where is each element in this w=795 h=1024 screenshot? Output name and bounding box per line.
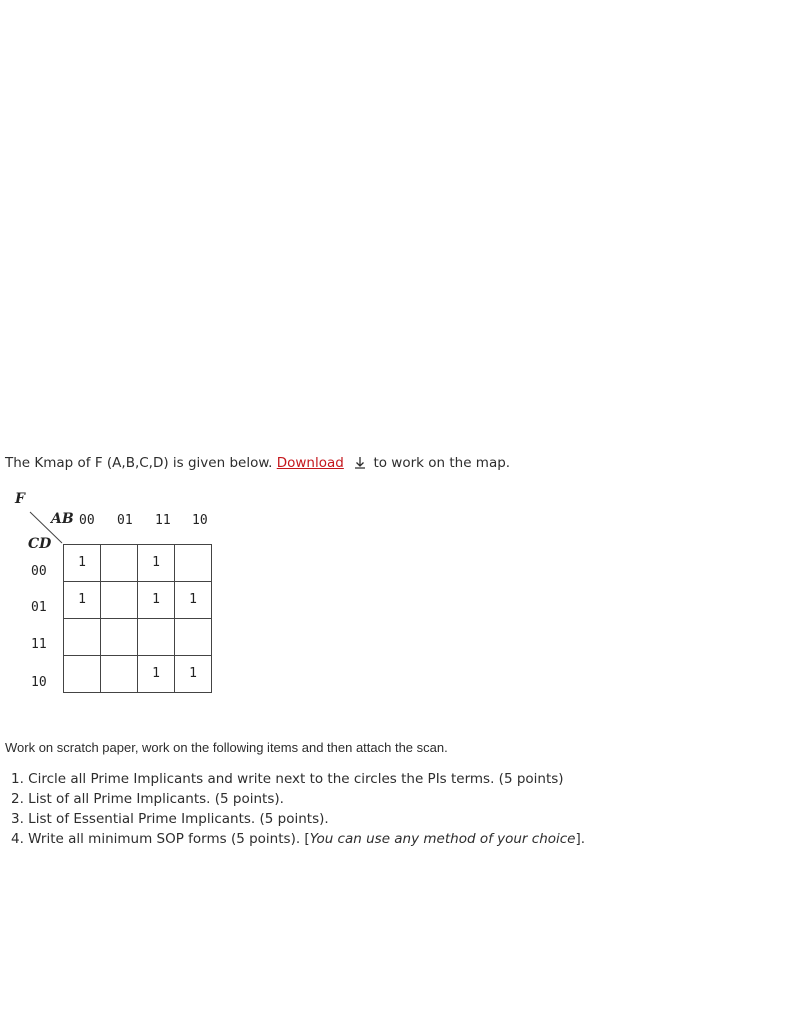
kmap-row bbox=[64, 545, 212, 582]
intro-prefix: The Kmap of F (A,B,C,D) is given below. bbox=[5, 455, 273, 471]
kmap-cell: 1 bbox=[175, 582, 212, 619]
instructions-list bbox=[11, 769, 585, 849]
kmap-row-header: 11 bbox=[31, 637, 47, 652]
kmap-row-header: 01 bbox=[31, 600, 47, 615]
kmap-col-header: 00 bbox=[79, 513, 95, 528]
kmap-cell bbox=[101, 656, 138, 693]
kmap-cell bbox=[64, 619, 101, 656]
kmap-row-header: 10 bbox=[31, 675, 47, 690]
item4-end: ]. bbox=[575, 831, 586, 847]
kmap-cell bbox=[101, 619, 138, 656]
kmap-cell: 1 bbox=[138, 582, 175, 619]
kmap-row bbox=[64, 582, 212, 619]
kmap-cell: 1 bbox=[138, 656, 175, 693]
kmap-col-var: AB bbox=[51, 511, 74, 527]
intro-suffix: to work on the map. bbox=[373, 455, 511, 471]
kmap-cell bbox=[101, 545, 138, 582]
kmap-function-label: F bbox=[15, 491, 25, 507]
kmap-cell: 1 bbox=[175, 656, 212, 693]
kmap-cell: 1 bbox=[64, 582, 101, 619]
kmap-col-header: 01 bbox=[117, 513, 133, 528]
list-item: 1. Circle all Prime Implicants and write next to the circles the PIs terms. (5 points) bbox=[11, 771, 564, 787]
kmap-row-header: 00 bbox=[31, 564, 47, 579]
kmap-row-var: CD bbox=[28, 536, 52, 552]
kmap-cell bbox=[64, 656, 101, 693]
list-item: 2. List of all Prime Implicants. (5 points). bbox=[11, 791, 284, 807]
kmap-cell bbox=[175, 619, 212, 656]
kmap-row bbox=[64, 656, 212, 693]
item4-text: 4. Write all minimum SOP forms (5 points). [ bbox=[11, 831, 310, 847]
kmap-col-header: 10 bbox=[192, 513, 208, 528]
kmap-grid bbox=[63, 544, 212, 693]
kmap-cell: 1 bbox=[138, 545, 175, 582]
kmap-row bbox=[64, 619, 212, 656]
list-item: 3. List of Essential Prime Implicants. (5 points). bbox=[11, 811, 329, 827]
download-link[interactable]: Download bbox=[276, 455, 344, 471]
list-item bbox=[11, 829, 585, 849]
instructions-lead: Work on scratch paper, work on the following items and then attach the scan. bbox=[5, 740, 448, 755]
kmap-cell bbox=[175, 545, 212, 582]
kmap-col-header: 11 bbox=[155, 513, 171, 528]
kmap-cell bbox=[101, 582, 138, 619]
kmap-cell: 1 bbox=[64, 545, 101, 582]
item4-italic: You can use any method of your choice bbox=[309, 831, 576, 847]
kmap-cell bbox=[138, 619, 175, 656]
